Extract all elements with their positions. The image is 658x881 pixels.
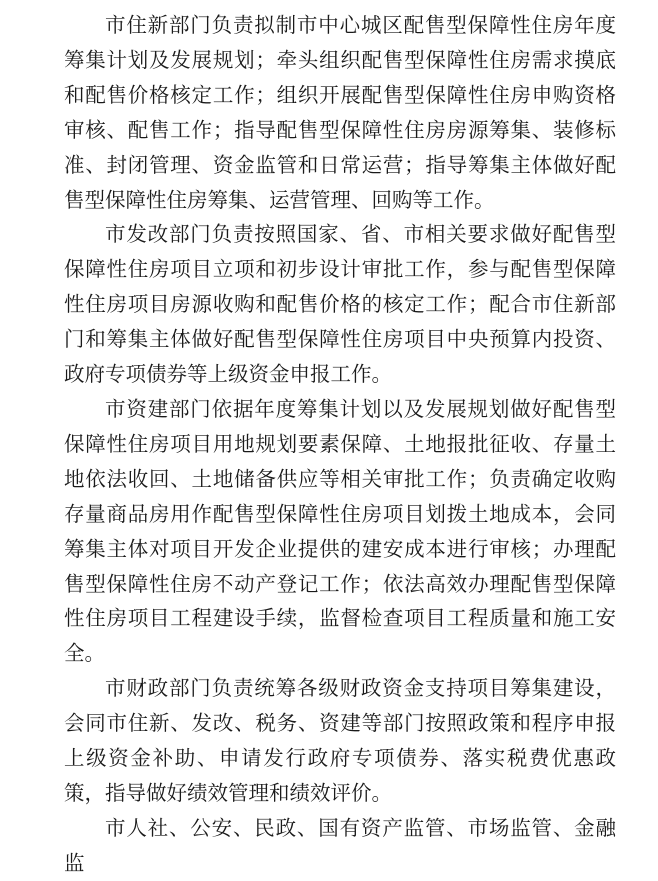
paragraph-housing-bureau: 市住新部门负责拟制市中心城区配售型保障性住房年度筹集计划及发展规划；牵头组织配售型保障性住房需求摸底和配售价格核定工作；组织开展配售型保障性住房申购资格审核、配售工作；指导配售型保障性住房房源筹集、装修标准、封闭管理、资金监管和日常运营；指导筹集主体做好配售型保障性住房筹集、运营管理、回购等工作。 [64, 13, 616, 212]
paragraph-development-reform: 市发改部门负责按照国家、省、市相关要求做好配售型保障性住房项目立项和初步设计审批工作，参与配售型保障性住房项目房源收购和配售价格的核定工作；配合市住新部门和筹集主体做好配售型保障性住房项目中央预算内投资、政府专项债券等上级资金申报工作。 [64, 222, 616, 387]
document-page [64, 8, 616, 881]
paragraph-other-departments: 市人社、公安、民政、国有资产监管、市场监管、金融监 [64, 815, 616, 875]
paragraph-resources-construction: 市资建部门依据年度筹集计划以及发展规划做好配售型保障性住房项目用地规划要素保障、土地报批征收、存量土地依法收回、土地储备供应等相关审批工作；负责确定收购存量商品房用作配售型保障性住房项目划拨土地成本，会同筹集主体对项目开发企业提供的建安成本进行审核；办理配售型保障性住房不动产登记工作；依法高效办理配售型保障性住房项目工程建设手续，监督检查项目工程质量和施工安全。 [64, 396, 616, 666]
paragraph-finance: 市财政部门负责统筹各级财政资金支持项目筹集建设，会同市住新、发改、税务、资建等部门按照政策和程序申报上级资金补助、申请发行政府专项债券、落实税费优惠政策，指导做好绩效管理和绩效评价。 [64, 676, 616, 805]
